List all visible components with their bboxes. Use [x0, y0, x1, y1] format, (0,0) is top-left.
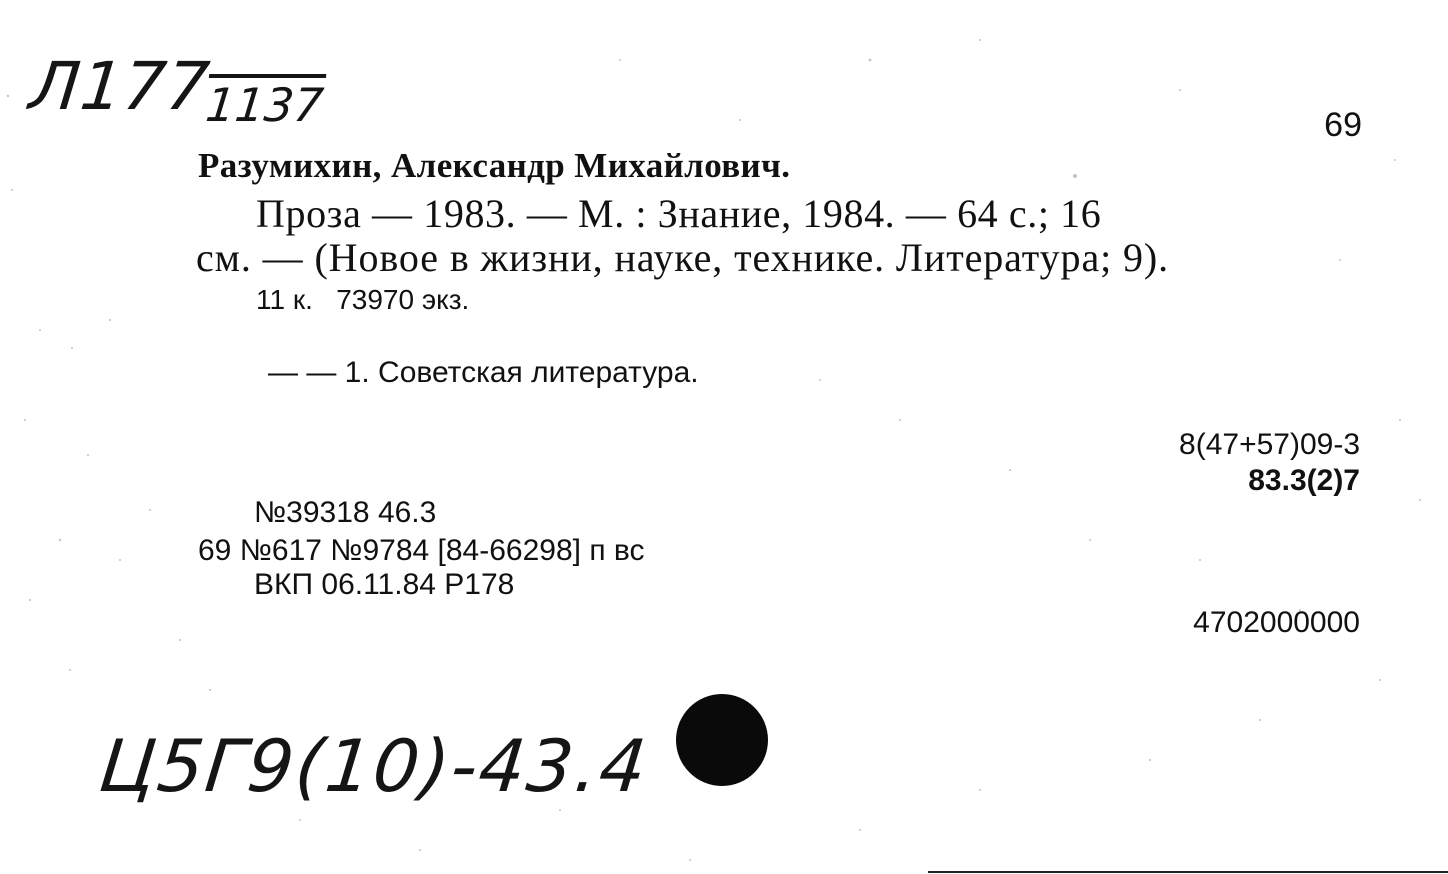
page-number: 69 [1324, 106, 1362, 144]
registry-line-2: 69 №617 №9784 [84-66298] п вс [198, 534, 645, 567]
code-number: 4702000000 [1193, 606, 1360, 639]
price-print-run: 11 к. 73970 экз. [256, 284, 470, 315]
handwritten-inventory-subnumber: 1137 [203, 78, 326, 132]
title-line-1: Проза — 1983. — М. : Знание, 1984. — 64 с.; 16 [256, 191, 1102, 236]
title-line-2: см. — (Новое в жизни, науке, технике. Литература; 9). [196, 235, 1170, 280]
registry-line-1: №39318 46.3 [254, 496, 437, 529]
handwritten-inventory-number: Л177 [26, 48, 214, 125]
classification-index-1: 8(47+57)09-3 [1179, 428, 1360, 461]
card-edge-line [928, 871, 1448, 873]
handwritten-shelf-mark: Ц5Г9(10)-43.4 [95, 724, 653, 808]
subject-heading: — — 1. Советская литература. [268, 356, 699, 389]
author-heading: Разумихин, Александр Михайлович. [198, 146, 791, 185]
card-punch-hole [676, 694, 768, 786]
registry-line-3: ВКП 06.11.84 Р178 [254, 568, 515, 601]
classification-index-2: 83.3(2)7 [1248, 464, 1360, 497]
